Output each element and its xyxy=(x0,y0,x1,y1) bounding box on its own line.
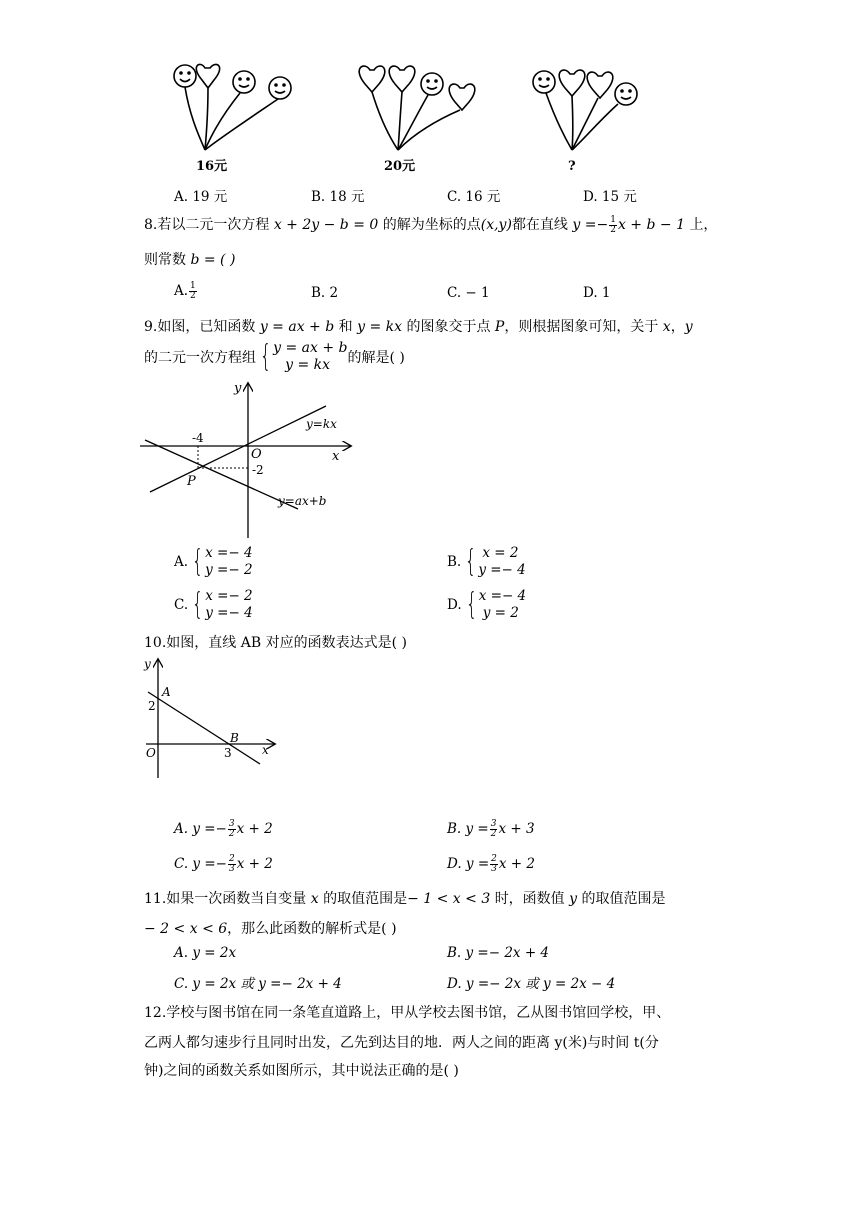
graph-origin: O xyxy=(251,447,262,462)
price-label-3: ? xyxy=(568,159,576,174)
q9-option-a[interactable]: A. { x =− 4 y =− 2 xyxy=(174,544,253,579)
q9-option-c[interactable]: C. { x =− 2 y =− 4 xyxy=(174,587,253,622)
q9-stem-line2: 的二元一次方程组 { y = ax + b y = kx 的解是( ) xyxy=(144,339,405,374)
q11-option-d[interactable]: D. y =− 2x 或 y = 2x − 4 xyxy=(447,976,616,992)
q10-stem: 10.如图，直线 AB 对应的函数表达式是( ) xyxy=(144,635,407,651)
balloon-group-3 xyxy=(533,70,637,150)
q11-option-c[interactable]: C. y = 2x 或 y =− 2x + 4 xyxy=(174,976,342,992)
q10-x-tick: 3 xyxy=(224,746,232,760)
q12-stem-line1: 12.学校与图书馆在同一条笔直道路上，甲从学校去图书馆，乙从图书馆回学校，甲、 xyxy=(144,1005,671,1021)
q11-stem-line2: − 2 < x < 6，那么此函数的解析式是( ) xyxy=(144,921,397,937)
q9-graph xyxy=(140,378,360,540)
q10-x-label: x xyxy=(262,743,269,757)
balloon-group-1 xyxy=(174,64,291,150)
q9-option-d[interactable]: D. { x =− 4 y = 2 xyxy=(447,587,527,622)
balloon-figures xyxy=(160,58,660,178)
graph-label-ax-b: y=ax+b xyxy=(278,494,327,508)
graph-x-label: x xyxy=(332,449,340,464)
q10-y-tick: 2 xyxy=(148,699,156,713)
q10-y-label: y xyxy=(144,657,151,671)
q8-option-c[interactable]: C. − 1 xyxy=(447,285,490,301)
q10-point-b: B xyxy=(230,731,239,745)
q10-option-c[interactable]: C. y =− $\frac{2}{3}$ x + 2 xyxy=(174,854,273,874)
q10-option-d[interactable]: D. y = $\frac{2}{3}$ x + 2 xyxy=(447,854,535,874)
graph-label-kx: y=kx xyxy=(306,417,337,431)
q8-option-d[interactable]: D. 1 xyxy=(583,285,611,301)
q11-stem-line1: 11.如果一次函数当自变量 x 的取值范围是− 1 < x < 3 时，函数值 y 的取值范围是 xyxy=(144,891,666,907)
q10-origin: O xyxy=(146,746,156,760)
q10-option-a[interactable]: A. y =− $\frac{3}{2}$ x + 2 xyxy=(174,819,273,839)
price-label-1: 16元 xyxy=(196,159,228,174)
balloon-group-2 xyxy=(359,66,475,150)
q11-option-a[interactable]: A. y = 2x xyxy=(174,945,237,961)
q8-stem-line2: 则常数 b = ( ) xyxy=(144,252,236,268)
line-kx xyxy=(150,406,326,492)
q10-point-a: A xyxy=(162,685,171,699)
q7-option-b[interactable]: B. 18 元 xyxy=(311,189,365,205)
price-label-2: 20元 xyxy=(384,159,416,174)
q8-option-a[interactable]: A. $\frac{1}{2}$ xyxy=(174,281,196,301)
q11-option-b[interactable]: B. y =− 2x + 4 xyxy=(447,945,550,961)
q8-option-b[interactable]: B. 2 xyxy=(311,285,339,301)
q10-graph xyxy=(140,654,280,784)
graph-x-tick: -4 xyxy=(192,431,204,445)
graph-y-label: y xyxy=(234,381,242,396)
q12-stem-line2: 乙两人都匀速步行且同时出发，乙先到达目的地．两人之间的距离 y(米)与时间 t(分 xyxy=(144,1035,659,1051)
line-ab xyxy=(148,692,260,764)
graph-y-tick: -2 xyxy=(252,463,264,477)
q9-option-b[interactable]: B. { x = 2 y =− 4 xyxy=(447,544,526,579)
q12-stem-line3: 钟)之间的函数关系如图所示，其中说法正确的是( ) xyxy=(144,1063,459,1079)
q10-option-b[interactable]: B. y = $\frac{3}{2}$ x + 3 xyxy=(447,819,535,839)
q7-option-c[interactable]: C. 16 元 xyxy=(447,189,501,205)
graph-point-p: P xyxy=(187,474,196,489)
line-ax-plus-b xyxy=(145,440,298,509)
q7-option-a[interactable]: A. 19 元 xyxy=(174,189,228,205)
q7-option-d[interactable]: D. 15 元 xyxy=(583,189,637,205)
q9-stem-line1: 9.如图，已知函数 y = ax + b 和 y = kx 的图象交于点 P，则根据图象可知，关于 x，y xyxy=(144,319,693,335)
q8-stem-line1: 8.若以二元一次方程 x + 2y − b = 0 的解为坐标的点(x,y)都在直线 y =− $\frac{1}{2}$ x + b − 1 上， xyxy=(144,214,718,235)
